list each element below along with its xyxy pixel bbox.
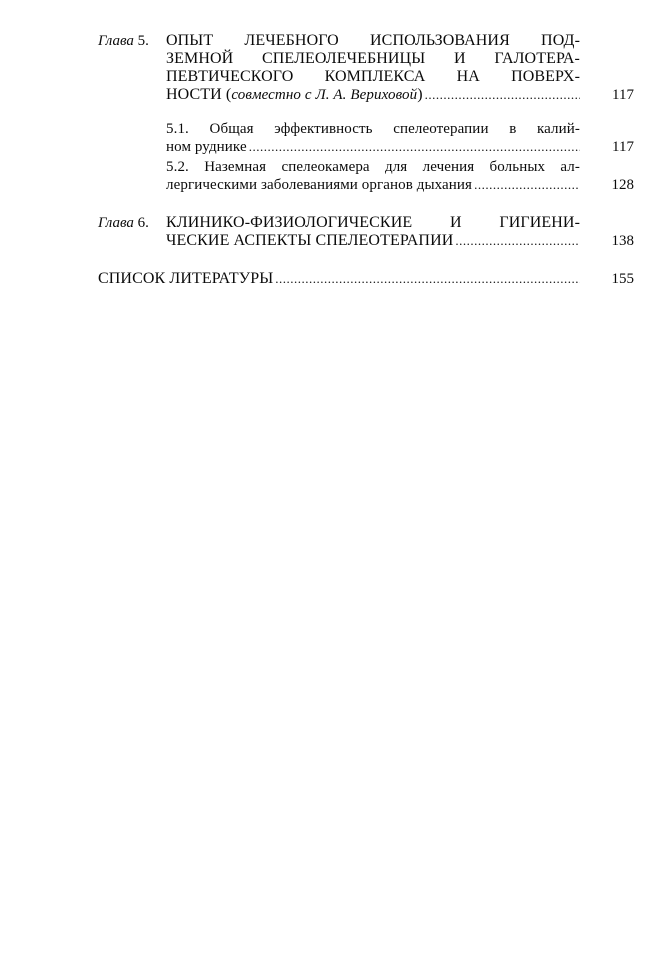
toc-entry-section-5-2: [98, 158, 634, 194]
chapter-title-line: [166, 32, 580, 50]
references-line: [98, 270, 580, 288]
page-number: 117: [612, 139, 634, 155]
chapter-title-text: КЛИНИКО-ФИЗИОЛОГИЧЕСКИЕ И ГИГИЕНИ-: [166, 214, 580, 231]
section-title-line: [166, 120, 580, 138]
section-title-text: ном руднике: [166, 139, 247, 155]
section-title-line: [166, 138, 580, 156]
page-number: 117: [612, 87, 634, 103]
chapter-title-text: ОПЫТ ЛЕЧЕБНОГО ИСПОЛЬЗОВАНИЯ ПОД-: [166, 32, 580, 49]
page-number: 155: [611, 271, 634, 287]
chapter-title-block: [166, 214, 580, 250]
chapter-title-line: [166, 214, 580, 232]
chapter-title-text: ): [417, 86, 423, 103]
references-block: [98, 270, 580, 288]
chapter-prefix: [98, 214, 149, 233]
chapter-title-text: ЗЕМНОЙ СПЕЛЕОЛЕЧЕБНИЦЫ И ГАЛОТЕРА-: [166, 50, 580, 67]
dot-leader: [474, 176, 580, 194]
section-title-line: [166, 176, 580, 194]
toc-entry-section-5-1: [98, 120, 634, 156]
chapter-prefix-number: 6.: [137, 215, 149, 231]
dot-leader: [425, 86, 580, 104]
dot-leader: [455, 232, 580, 250]
chapter-title-line: [166, 50, 580, 68]
section-title-block: [166, 158, 580, 194]
chapter-title-text: НОСТИ (: [166, 86, 232, 103]
section-title-text: 5.2. Наземная спелеокамера для лечения больных ал-: [166, 159, 580, 175]
chapter-prefix-label: Глава: [98, 33, 134, 49]
dot-leader: [275, 270, 580, 288]
chapter-title-line: [166, 232, 580, 250]
chapter-title-block: [166, 32, 580, 104]
dot-leader: [249, 138, 580, 156]
toc-entry-chapter-5: [98, 30, 634, 118]
chapter-title-line: [166, 68, 580, 86]
page-number: 138: [611, 233, 634, 249]
table-of-contents: [98, 30, 634, 290]
chapter-prefix: [98, 32, 149, 51]
section-title-line: [166, 158, 580, 176]
references-title: СПИСОК ЛИТЕРАТУРЫ: [98, 270, 274, 287]
chapter-prefix-number: 5.: [137, 33, 149, 49]
chapter-coauthor: совместно с Л. А. Вериховой: [231, 87, 418, 103]
section-title-text: 5.1. Общая эффективность спелеотерапии в калий-: [166, 121, 580, 137]
chapter-title-last-line: [166, 86, 580, 104]
toc-entry-chapter-6: [98, 214, 634, 254]
page-number: 128: [611, 177, 634, 193]
toc-entry-references: [98, 270, 634, 290]
chapter-title-text: ЧЕСКИЕ АСПЕКТЫ СПЕЛЕОТЕРАПИИ: [166, 232, 454, 249]
section-title-block: [166, 120, 580, 156]
chapter-prefix-label: Глава: [98, 215, 134, 231]
section-title-text: лергическими заболеваниями органов дыхания: [166, 177, 473, 193]
chapter-title-text: ПЕВТИЧЕСКОГО КОМПЛЕКСА НА ПОВЕРХ-: [166, 68, 580, 85]
